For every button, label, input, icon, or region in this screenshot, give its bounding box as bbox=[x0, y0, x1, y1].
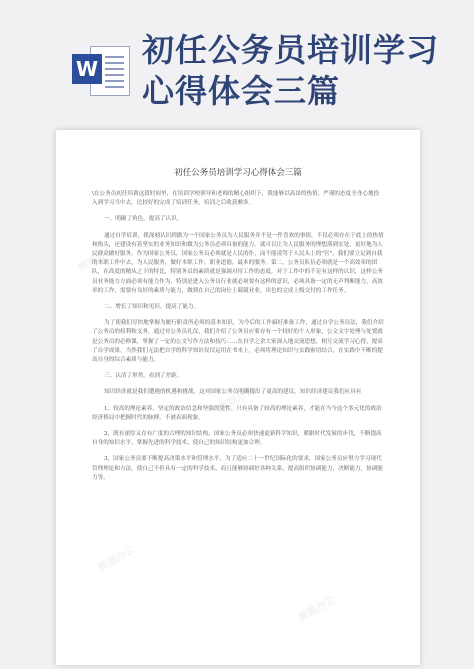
section-heading: 三、认清了形势，看到了差距。 bbox=[104, 373, 183, 380]
paragraph: 为了使我们尽快地掌握为履行职责所必须的基本知识，为今后的工作搞好准备工作，通过自学公务员法，我们介绍了公务员的权利和义务，通过对公务员礼仪，我们介绍了公务员应要存有一个较好的个人形象，公文文字处理与处置就是公务员的必修课，掌握了一定的公文写作方法和技巧……在自学之余大家深入地交流思想，相互交流学习心得，提高了自学成果，当然我们无法把自学的科学知识仅仅运用在书本上，必须将理论知识与实践密切结合，在实践中不断的提高自身的综合素质与能力。 bbox=[92, 320, 384, 364]
section-heading: 一、明确了角色，提高了认识。 bbox=[104, 216, 183, 223]
document-title: 初任公务员培训学习心得体会三篇 bbox=[174, 168, 302, 178]
word-badge: W bbox=[72, 54, 102, 84]
watermark: 熊猫办公 bbox=[296, 594, 338, 624]
paragraph: \在公务员初任培训这段时间里，在培训学校领导和老师的精心组织下，我能够以高昂的热情、严谨的态度全身心地投入到学习当中去，比较好的完成了培训任务，培训之后收获颇多。 bbox=[92, 191, 380, 207]
paragraph: 3，国家公务员要不断提高决策水平和管理水平，为了适应二十一世纪国际化的要求，国家公务员应努力学习现代管理理论和方法，使自己不但具有一定的科学技术，而且能够协调好各种关系，提高组织协调能力，决断能力，协调能力等。 bbox=[92, 456, 383, 481]
paragraph: 知识经济就是我们遭遇的机遇和挑战，这对国家公务员明确提出了更高的建议。知识经济建议我们应具有 bbox=[104, 389, 362, 396]
document-page bbox=[56, 130, 420, 665]
paragraph: 2，既有深厚又存有广度的合理的知识结构。国家公务员必须快速更新科学知识，紧跟时代发展的步伐，不断提高自身的知识水平，掌握先进的科学技术，使自己的知识结构更加合理。 bbox=[92, 431, 382, 447]
paragraph: 1，较高的理论素养，坚定的政治信念和坚强的党性。只有具备了较高的理论素养，才能在当今这个多元化的政治经济格局中把握时代的脉搏，不被表面现象。 bbox=[92, 405, 382, 421]
banner-title: 初任公务员培训学习心得体会三篇 bbox=[142, 31, 440, 110]
banner bbox=[0, 0, 474, 128]
watermark: 熊猫办公 bbox=[76, 244, 118, 274]
section-heading: 二、增长了知识和见识，提高了能力。 bbox=[104, 304, 200, 311]
paragraph: 通过自学培训，我深刻认识到做为一个国家公务员为人民服务并不是一件喜欢的事情，不仅必须存在于底上的热情和热头，还建设有着坚实的业务知识和做为公务员必须具备的能力。就可以让为人民服务的理想落到实处，更好地为人民群众做好服务。作为国家公务员，国家公务员必须就是人民的仆，而不能凌驾于人民头上的"官"，我们要立足到自我的本职工作中去，为人民服务，做好本职工作。职业道德，最本的服务。第二，公务员队伍必须就是一个高效率的团队，在高度的精从之下的特比，特别务员的素质就是强调对待工作的态度，对于工作中的不足有这样的认识，这样公务员业务能力方面必须有能力作为，特别是进入公务员行业就必须要有这样的意识，必须具备一定的无声判断能力，高效率的工作，需要有良好的素质与能力，做到在自己的岗位上兢兢业业，出色的完成上级交付的工作任务。 bbox=[92, 232, 384, 294]
word-document-icon bbox=[72, 42, 130, 98]
watermark: 熊猫办公 bbox=[216, 384, 258, 414]
watermark: 熊猫办公 bbox=[96, 544, 138, 574]
